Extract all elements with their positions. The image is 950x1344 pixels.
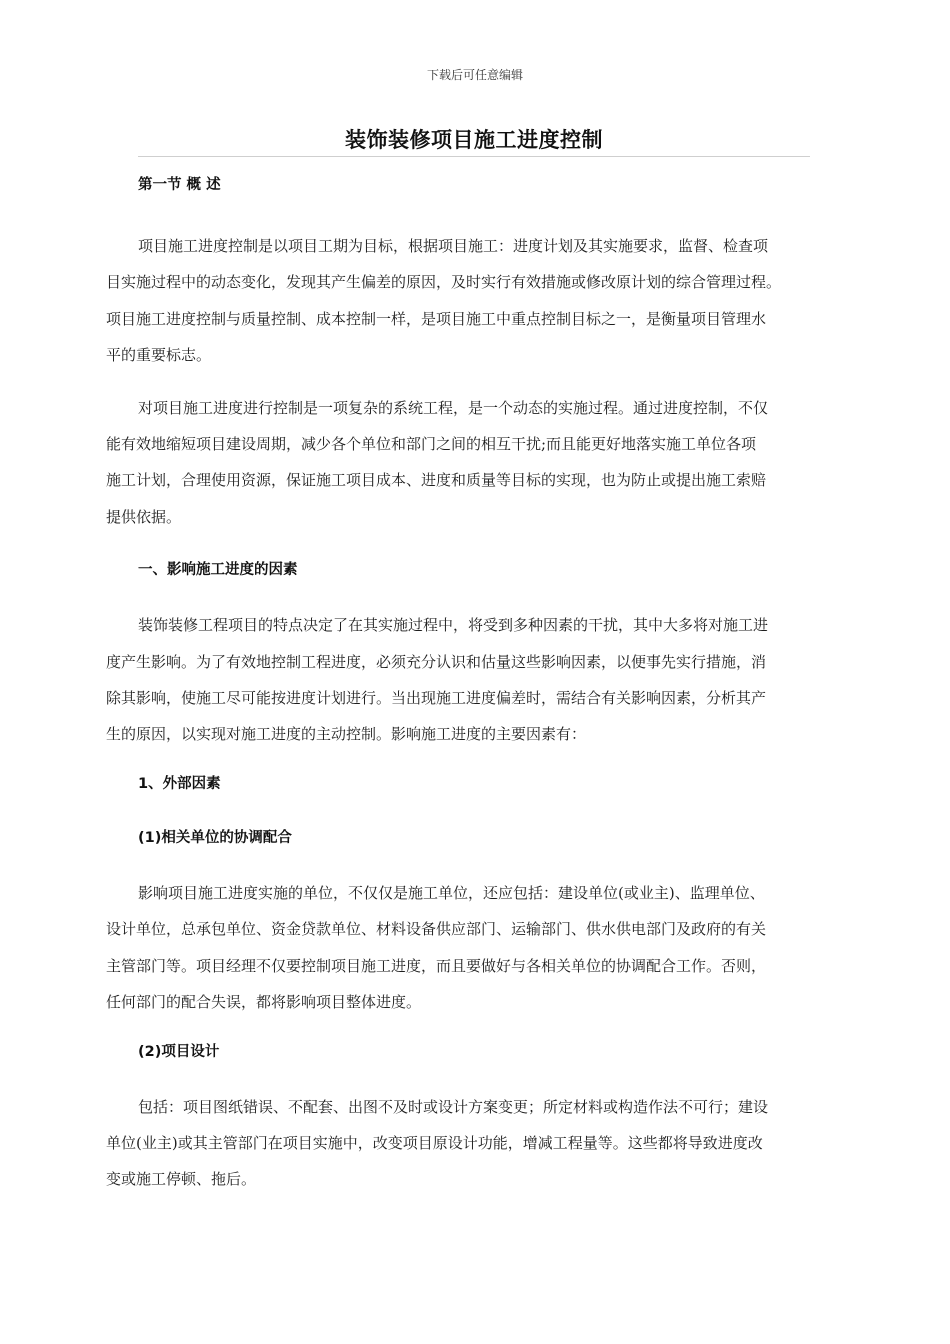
spacer bbox=[106, 753, 846, 771]
paragraph-line: 施工计划，合理使用资源，保证施工项目成本、进度和质量等目标的实现，也为防止或提出施工索赔 bbox=[106, 471, 767, 490]
spacer bbox=[106, 797, 846, 825]
paragraph-definition bbox=[106, 228, 846, 374]
paragraph-line: 能有效地缩短项目建设周期，减少各个单位和部门之间的相互干扰;而且能更好地落实施工单位各项 bbox=[106, 435, 757, 454]
paragraph-line: 变或施工停顿、拖后。 bbox=[106, 1170, 257, 1189]
spacer bbox=[106, 583, 846, 607]
section-heading-design: (2)项目设计 bbox=[138, 1043, 220, 1060]
document-body bbox=[106, 172, 846, 1198]
paragraph-line: 生的原因，以实现对施工进度的主动控制。影响施工进度的主要因素有： bbox=[106, 725, 587, 744]
spacer bbox=[106, 374, 846, 390]
paragraph-importance bbox=[106, 390, 846, 536]
paragraph-coordination bbox=[106, 875, 846, 1021]
paragraph-line: 提供依据。 bbox=[106, 507, 182, 526]
spacer bbox=[106, 535, 846, 557]
paragraph-line: 度产生影响。为了有效地控制工程进度，必须充分认识和估量这些影响因素，以便事先实行措施，消 bbox=[106, 652, 767, 671]
paragraph-line: 对项目施工进度进行控制是一项复杂的系统工程，是一个动态的实施过程。通过进度控制，不仅 bbox=[138, 398, 769, 417]
spacer bbox=[106, 1021, 846, 1039]
paragraph-line: 影响项目施工进度实施的单位，不仅仅是施工单位，还应包括：建设单位(或业主)、监理单位、 bbox=[138, 883, 765, 902]
paragraph-line: 主管部门等。项目经理不仅要控制项目施工进度，而且要做好与各相关单位的协调配合工作。否则， bbox=[106, 956, 767, 975]
paragraph-line: 项目施工进度控制与质量控制、成本控制一样，是项目施工中重点控制目标之一，是衡量项目管理水 bbox=[106, 309, 767, 328]
paragraph-line: 设计单位，总承包单位、资金贷款单位、材料设备供应部门、运输部门、供水供电部门及政府的有关 bbox=[106, 920, 767, 939]
document-title: 装饰装修项目施工进度控制 bbox=[345, 128, 603, 152]
spacer bbox=[106, 1065, 846, 1089]
header-note: 下载后可任意编辑 bbox=[426, 68, 523, 82]
paragraph-line: 除其影响，使施工尽可能按进度计划进行。当出现施工进度偏差时，需结合有关影响因素，分析其产 bbox=[106, 689, 767, 708]
section-heading-overview: 第一节 概 述 bbox=[138, 177, 221, 193]
section-heading-coordination: (1)相关单位的协调配合 bbox=[138, 829, 292, 846]
paragraph-factors bbox=[106, 607, 846, 753]
paragraph-line: 任何部门的配合失误，都将影响项目整体进度。 bbox=[106, 993, 422, 1012]
paragraph-line: 单位(业主)或其主管部门在项目实施中，改变项目原设计功能，增减工程量等。这些都将导致进度改 bbox=[106, 1133, 763, 1152]
spacer bbox=[106, 198, 846, 228]
title-block bbox=[138, 124, 810, 157]
paragraph-line: 装饰装修工程项目的特点决定了在其实施过程中，将受到多种因素的干扰，其中大多将对施工进 bbox=[138, 616, 769, 635]
paragraph-line: 包括：项目图纸错误、不配套、出图不及时或设计方案变更；所定材料或构造作法不可行；建设 bbox=[138, 1097, 769, 1116]
section-heading-external: 1、外部因素 bbox=[138, 775, 221, 792]
spacer bbox=[106, 851, 846, 875]
paragraph-line: 目实施过程中的动态变化，发现其产生偏差的原因，及时实行有效措施或修改原计划的综合管理过程。 bbox=[106, 273, 782, 292]
section-heading-factors: 一、影响施工进度的因素 bbox=[138, 562, 298, 579]
paragraph-line: 平的重要标志。 bbox=[106, 346, 212, 365]
paragraph-design bbox=[106, 1089, 846, 1198]
paragraph-line: 项目施工进度控制是以项目工期为目标，根据项目施工：进度计划及其实施要求，监督、检查项 bbox=[138, 237, 769, 255]
